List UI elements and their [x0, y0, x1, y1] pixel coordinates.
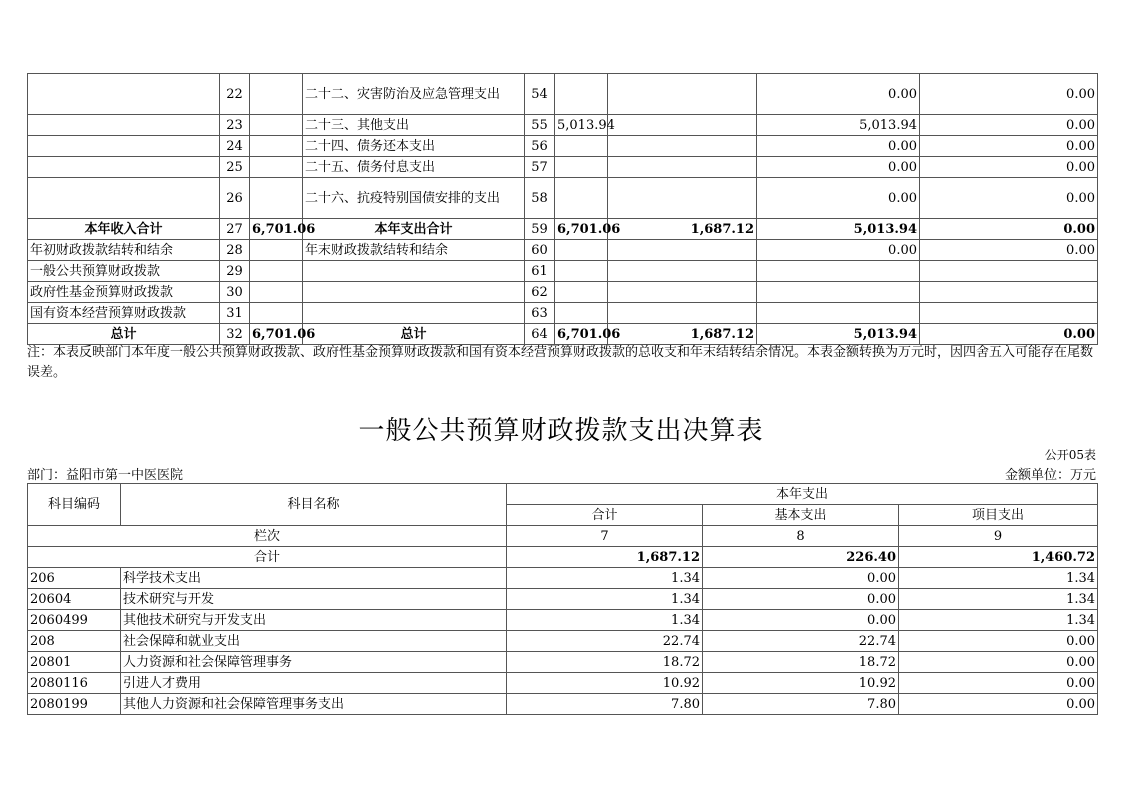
income-amount	[250, 136, 303, 157]
total-expense-line-no: 64	[525, 324, 555, 345]
table-row	[28, 136, 1098, 157]
expense-total	[555, 74, 608, 115]
amount-basic: 0.00	[703, 589, 899, 610]
expense-total	[555, 240, 608, 261]
amount-basic: 0.00	[703, 610, 899, 631]
expense-state-capital: 0.00	[920, 136, 1098, 157]
header-basic: 基本支出	[703, 505, 899, 526]
amount-project: 1.34	[899, 610, 1098, 631]
subject-code: 20604	[28, 589, 121, 610]
table-row	[28, 568, 1098, 589]
subject-code: 208	[28, 631, 121, 652]
expense-total	[555, 178, 608, 219]
income-item: 一般公共预算财政拨款	[28, 261, 220, 282]
income-line-no: 23	[220, 115, 250, 136]
subject-name: 科学技术支出	[121, 568, 507, 589]
total-expense-label: 本年支出合计	[303, 219, 525, 240]
expense-general-budget	[608, 157, 757, 178]
table-row	[28, 115, 1098, 136]
income-line-no: 29	[220, 261, 250, 282]
total-state-capital: 0.00	[920, 219, 1098, 240]
expense-item: 二十四、债务还本支出	[303, 136, 525, 157]
expense-item: 二十五、债务付息支出	[303, 157, 525, 178]
table-row	[28, 178, 1098, 219]
table-row	[28, 74, 1098, 115]
amount-total: 10.92	[507, 673, 703, 694]
expense-line-no: 54	[525, 74, 555, 115]
expense-state-capital	[920, 303, 1098, 324]
expense-item: 二十二、灾害防治及应急管理支出	[303, 74, 525, 115]
expense-item	[303, 261, 525, 282]
expense-general-budget	[608, 115, 757, 136]
total-general-budget: 1,687.12	[608, 219, 757, 240]
total-line-no: 32	[220, 324, 250, 345]
income-item	[28, 115, 220, 136]
expense-gov-fund	[757, 261, 920, 282]
total-line-no: 27	[220, 219, 250, 240]
income-item	[28, 74, 220, 115]
expense-state-capital: 0.00	[920, 240, 1098, 261]
table-row	[28, 694, 1098, 715]
expense-line-no: 56	[525, 136, 555, 157]
revenue-expenditure-table	[27, 73, 1098, 345]
total-income-amount: 6,701.06	[250, 324, 303, 345]
table-row	[28, 652, 1098, 673]
unit-label: 金额单位：万元	[1004, 468, 1096, 483]
amount-total: 18.72	[507, 652, 703, 673]
expense-general-budget	[608, 261, 757, 282]
expense-gov-fund: 0.00	[757, 74, 920, 115]
total-expense-amount: 6,701.06	[555, 219, 608, 240]
total-label: 本年收入合计	[28, 219, 220, 240]
expense-state-capital: 0.00	[920, 178, 1098, 219]
expense-item: 二十六、抗疫特别国债安排的支出	[303, 178, 525, 219]
expense-general-budget	[608, 74, 757, 115]
expense-total	[555, 261, 608, 282]
expense-total	[555, 157, 608, 178]
total-general-budget: 1,687.12	[608, 324, 757, 345]
income-line-no: 30	[220, 282, 250, 303]
column-index-project: 9	[899, 526, 1098, 547]
amount-basic: 10.92	[703, 673, 899, 694]
subject-code: 206	[28, 568, 121, 589]
amount-basic: 7.80	[703, 694, 899, 715]
expense-gov-fund: 0.00	[757, 157, 920, 178]
sum-basic: 226.40	[703, 547, 899, 568]
expense-gov-fund: 0.00	[757, 136, 920, 157]
expense-line-no: 60	[525, 240, 555, 261]
expense-gov-fund	[757, 303, 920, 324]
department-label: 部门：益阳市第一中医医院	[27, 468, 184, 483]
subject-code: 20801	[28, 652, 121, 673]
subject-code: 2080116	[28, 673, 121, 694]
expense-gov-fund: 0.00	[757, 240, 920, 261]
total-expense-label: 总计	[303, 324, 525, 345]
column-index-basic: 8	[703, 526, 899, 547]
expense-line-no: 63	[525, 303, 555, 324]
income-amount	[250, 282, 303, 303]
table-note: 注：本表反映部门本年度一般公共预算财政拨款、政府性基金预算财政拨款和国有资本经营预算财政拨款的总收支和年末结转结余情况。本表金额转换为万元时，因四舍五入可能存在尾数误差。	[27, 345, 1094, 380]
amount-total: 1.34	[507, 568, 703, 589]
income-line-no: 22	[220, 74, 250, 115]
sum-label: 合计	[28, 547, 507, 568]
amount-total: 7.80	[507, 694, 703, 715]
subject-name: 其他技术研究与开发支出	[121, 610, 507, 631]
sum-total: 1,687.12	[507, 547, 703, 568]
expense-total: 5,013.94	[555, 115, 608, 136]
subject-name: 技术研究与开发	[121, 589, 507, 610]
expense-item: 年末财政拨款结转和结余	[303, 240, 525, 261]
expense-gov-fund: 0.00	[757, 178, 920, 219]
subject-name: 引进人才费用	[121, 673, 507, 694]
amount-total: 22.74	[507, 631, 703, 652]
amount-basic: 0.00	[703, 568, 899, 589]
total-income-amount: 6,701.06	[250, 219, 303, 240]
table-row	[28, 610, 1098, 631]
expense-item	[303, 303, 525, 324]
subject-code: 2060499	[28, 610, 121, 631]
header-total: 合计	[507, 505, 703, 526]
expense-total	[555, 282, 608, 303]
expense-line-no: 58	[525, 178, 555, 219]
expense-gov-fund: 5,013.94	[757, 115, 920, 136]
table-row	[28, 589, 1098, 610]
column-index-total: 7	[507, 526, 703, 547]
amount-project: 0.00	[899, 631, 1098, 652]
expense-line-no: 57	[525, 157, 555, 178]
total-gov-fund: 5,013.94	[757, 324, 920, 345]
amount-project: 0.00	[899, 652, 1098, 673]
total-expense-amount: 6,701.06	[555, 324, 608, 345]
header-code: 科目编码	[28, 484, 121, 526]
amount-total: 1.34	[507, 589, 703, 610]
expense-line-no: 55	[525, 115, 555, 136]
expense-general-budget	[608, 178, 757, 219]
column-index-label: 栏次	[28, 526, 507, 547]
expense-item	[303, 282, 525, 303]
subject-name: 其他人力资源和社会保障管理事务支出	[121, 694, 507, 715]
total-expense-line-no: 59	[525, 219, 555, 240]
income-line-no: 25	[220, 157, 250, 178]
income-line-no: 24	[220, 136, 250, 157]
expense-item: 二十三、其他支出	[303, 115, 525, 136]
expense-state-capital	[920, 261, 1098, 282]
sum-project: 1,460.72	[899, 547, 1098, 568]
total-gov-fund: 5,013.94	[757, 219, 920, 240]
income-line-no: 26	[220, 178, 250, 219]
table-row	[28, 157, 1098, 178]
table-row	[28, 240, 1098, 261]
income-amount	[250, 261, 303, 282]
income-amount	[250, 303, 303, 324]
income-amount	[250, 115, 303, 136]
income-amount	[250, 178, 303, 219]
header-project: 项目支出	[899, 505, 1098, 526]
expense-line-no: 62	[525, 282, 555, 303]
expense-total	[555, 303, 608, 324]
table-row	[28, 303, 1098, 324]
income-line-no: 31	[220, 303, 250, 324]
expense-general-budget	[608, 282, 757, 303]
amount-basic: 22.74	[703, 631, 899, 652]
expense-total	[555, 136, 608, 157]
income-item: 政府性基金预算财政拨款	[28, 282, 220, 303]
income-item	[28, 157, 220, 178]
income-amount	[250, 240, 303, 261]
table-row	[28, 261, 1098, 282]
amount-project: 1.34	[899, 568, 1098, 589]
page-title: 一般公共预算财政拨款支出决算表	[358, 416, 764, 446]
income-line-no: 28	[220, 240, 250, 261]
expenditure-table	[27, 483, 1098, 715]
table-row	[28, 282, 1098, 303]
amount-project: 0.00	[899, 673, 1098, 694]
grand-total-row	[28, 324, 1098, 345]
expense-state-capital	[920, 282, 1098, 303]
total-state-capital: 0.00	[920, 324, 1098, 345]
expense-general-budget	[608, 240, 757, 261]
expense-line-no: 61	[525, 261, 555, 282]
amount-total: 1.34	[507, 610, 703, 631]
amount-project: 1.34	[899, 589, 1098, 610]
income-amount	[250, 157, 303, 178]
header-name: 科目名称	[121, 484, 507, 526]
subject-code: 2080199	[28, 694, 121, 715]
amount-basic: 18.72	[703, 652, 899, 673]
income-amount	[250, 74, 303, 115]
expense-general-budget	[608, 303, 757, 324]
header-year: 本年支出	[507, 484, 1098, 505]
subject-name: 社会保障和就业支出	[121, 631, 507, 652]
total-label: 总计	[28, 324, 220, 345]
income-item	[28, 178, 220, 219]
income-item	[28, 136, 220, 157]
table-row	[28, 631, 1098, 652]
form-code: 公开05表	[1044, 448, 1096, 462]
table-row	[28, 673, 1098, 694]
expense-state-capital: 0.00	[920, 157, 1098, 178]
expense-general-budget	[608, 136, 757, 157]
amount-project: 0.00	[899, 694, 1098, 715]
income-total-row	[28, 219, 1098, 240]
income-item: 国有资本经营预算财政拨款	[28, 303, 220, 324]
subject-name: 人力资源和社会保障管理事务	[121, 652, 507, 673]
income-item: 年初财政拨款结转和结余	[28, 240, 220, 261]
expense-state-capital: 0.00	[920, 115, 1098, 136]
expense-state-capital: 0.00	[920, 74, 1098, 115]
expense-gov-fund	[757, 282, 920, 303]
